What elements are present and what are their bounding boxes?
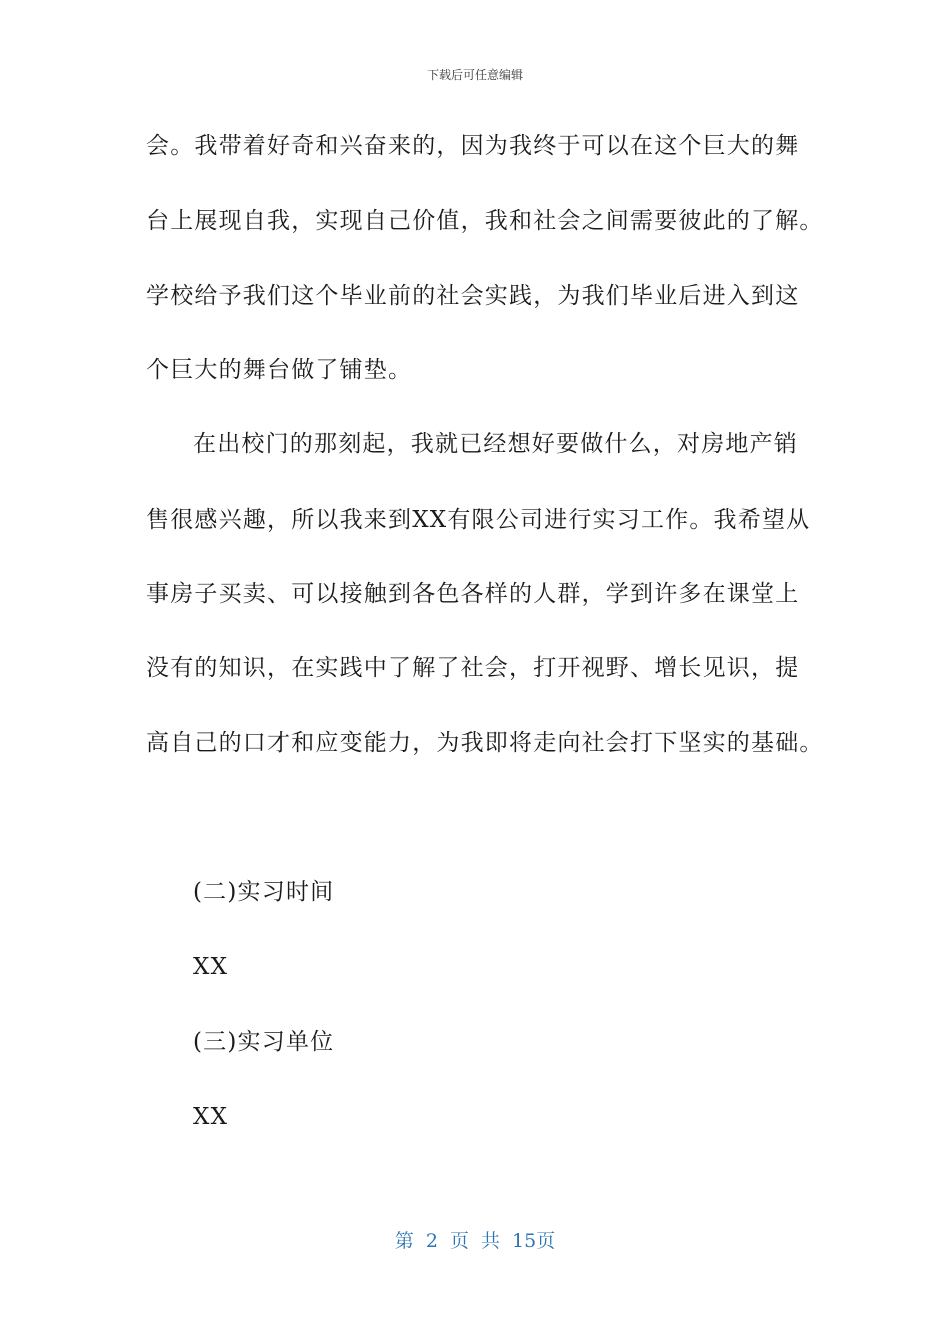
paragraph-2-line-3: 事房子买卖、可以接触到各色各样的人群，学到许多在课堂上 [146,581,800,607]
paragraph-2-line-2: 售很感兴趣，所以我来到XX有限公司进行实习工作。我希望从 [146,507,811,533]
section-unit-heading: (三)实习单位 [193,1029,335,1055]
page-number-footer: 第 2 页 共 15页 [394,1230,556,1252]
paragraph-1-line-3: 学校给予我们这个毕业前的社会实践，为我们毕业后进入到这 [146,283,800,309]
section-unit-value: XX [193,1104,229,1130]
page-header: 下载后可任意编辑 [426,68,523,82]
paragraph-2-line-4: 没有的知识，在实践中了解了社会，打开视野、增长见识，提 [146,655,800,681]
paragraph-1-line-2: 台上展现自我，实现自己价值，我和社会之间需要彼此的了解。 [146,208,824,234]
paragraph-2-line-1: 在出校门的那刻起，我就已经想好要做什么，对房地产销 [193,431,798,457]
paragraph-2-line-5: 高自己的口才和应变能力，为我即将走向社会打下坚实的基础。 [146,730,824,756]
paragraph-1-line-4: 个巨大的舞台做了铺垫。 [146,357,413,383]
paragraph-1-line-1: 会。我带着好奇和兴奋来的，因为我终于可以在这个巨大的舞 [146,133,800,159]
section-time-heading: (二)实习时间 [193,879,335,905]
section-time-value: XX [193,954,229,980]
